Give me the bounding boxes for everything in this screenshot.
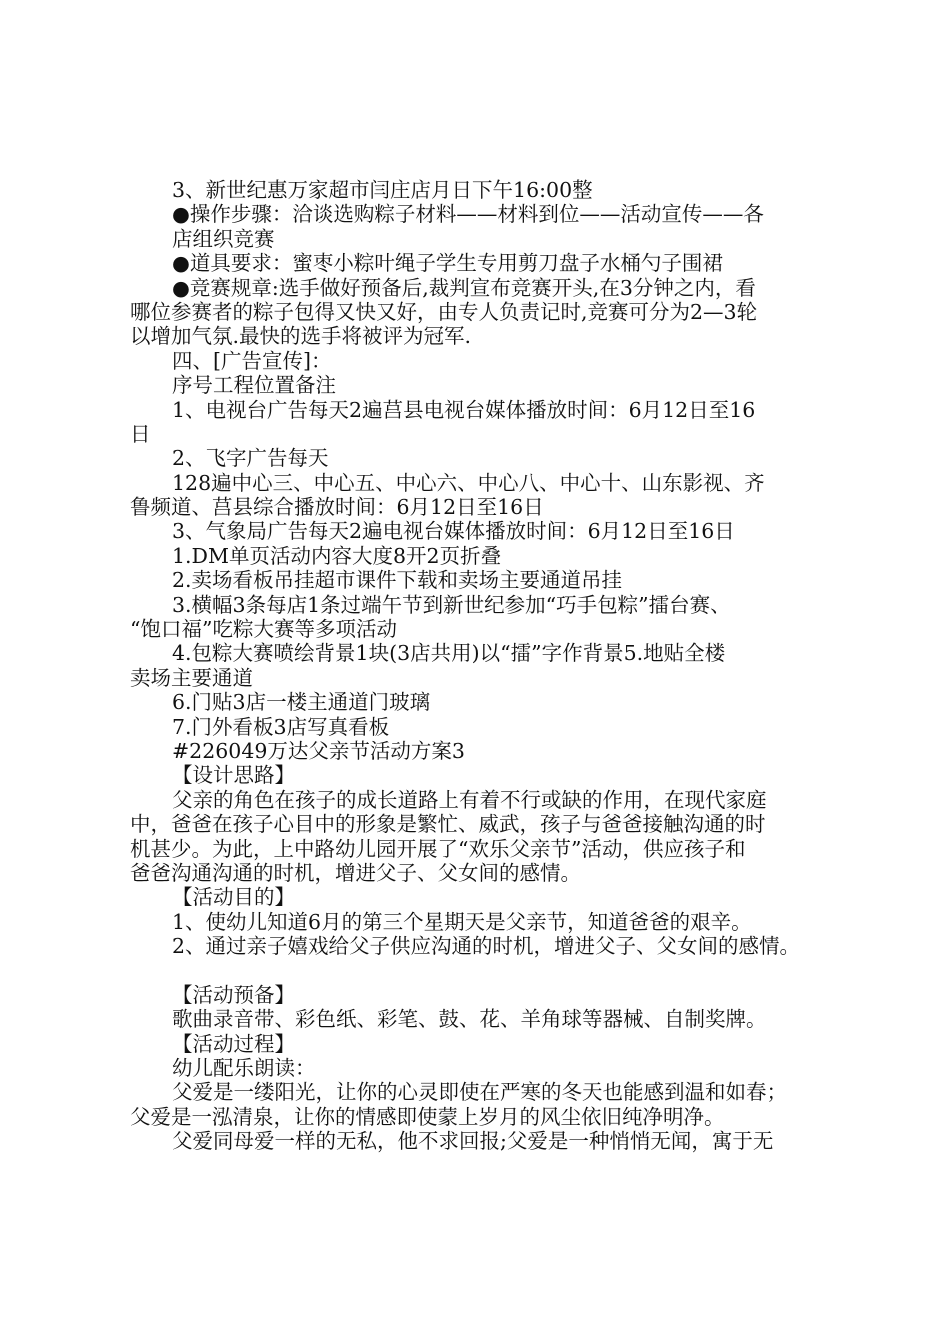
text-line: ●道具要求：蜜枣小粽叶绳子学生专用剪刀盘子水桶勺子围裙	[172, 251, 723, 276]
text-line: 2.卖场看板吊挂超市课件下载和卖场主要通道吊挂	[172, 568, 623, 593]
text-line: 哪位参赛者的粽子包得又快又好，由专人负责记时,竞赛可分为2—3轮	[130, 299, 758, 324]
text-line: 卖场主要通道	[130, 665, 253, 690]
text-line: 店组织竞赛	[172, 226, 275, 251]
text-line: 4.包粽大赛喷绘背景1块(3店共用)以“擂”字作背景5.地贴全楼	[172, 641, 726, 666]
text-line: 【活动预备】	[172, 982, 295, 1007]
text-line: 【活动过程】	[172, 1031, 295, 1056]
text-line: 以增加气氛.最快的选手将被评为冠军.	[130, 324, 472, 349]
text-line: 父爱同母爱一样的无私，他不求回报;父爱是一种悄悄无闻，寓于无	[172, 1129, 774, 1154]
text-line: 2、飞字广告每天	[172, 446, 329, 471]
text-line: 6.门贴3店一楼主通道门玻璃	[172, 690, 431, 715]
text-line: 【设计思路】	[172, 763, 295, 788]
text-line: 幼儿配乐朗读：	[172, 1056, 316, 1081]
text-line: 歌曲录音带、彩色纸、彩笔、鼓、花、羊角球等器械、自制奖牌。	[172, 1007, 767, 1032]
text-line: 7.门外看板3店写真看板	[172, 714, 390, 739]
text-line: “饱口福”吃粽大赛等多项活动	[130, 617, 397, 642]
text-line: 2、通过亲子嬉戏给父子供应沟通的时机，增进父子、父女间的感情。	[172, 934, 801, 959]
text-line: 鲁频道、莒县综合播放时间：6月12日至16日	[130, 495, 544, 520]
text-line: ●操作步骤：洽谈选购粽子材料——材料到位——活动宣传——各	[172, 202, 764, 227]
text-line: 机甚少。为此，上中路幼儿园开展了“欢乐父亲节”活动，供应孩子和	[130, 836, 746, 861]
document-body	[130, 178, 835, 1154]
text-line: 1、电视台广告每天2遍莒县电视台媒体播放时间：6月12日至16	[172, 397, 756, 422]
text-line: 1.DM单页活动内容大度8开2页折叠	[172, 543, 502, 568]
blank-line	[130, 959, 835, 983]
text-line: 1、使幼儿知道6月的第三个星期天是父亲节，知道爸爸的艰辛。	[172, 909, 752, 934]
text-line: 序号工程位置备注	[172, 373, 336, 398]
text-line: 日	[130, 421, 151, 446]
text-line: 中，爸爸在孩子心目中的形象是繁忙、威武，孩子与爸爸接触沟通的时	[130, 812, 766, 837]
text-line: 3.横幅3条每店1条过端午节到新世纪参加“巧手包粽”擂台赛、	[172, 592, 731, 617]
text-line: 父爱是一泓清泉，让你的情感即使蒙上岁月的风尘依旧纯净明净。	[130, 1104, 725, 1129]
text-line: 3、气象局广告每天2遍电视台媒体播放时间：6月12日至16日	[172, 519, 735, 544]
text-line: ●竞赛规章:选手做好预备后,裁判宣布竞赛开头,在3分钟之内，看	[172, 275, 756, 300]
text-line: #226049万达父亲节活动方案3	[172, 738, 465, 763]
text-line: 128遍中心三、中心五、中心六、中心八、中心十、山东影视、齐	[172, 470, 765, 495]
text-line: 3、新世纪惠万家超市闫庄店月日下午16:00整	[172, 178, 593, 202]
text-line: 父爱是一缕阳光，让你的心灵即使在严寒的冬天也能感到温和如春；	[172, 1080, 787, 1105]
text-line: 【活动目的】	[172, 885, 295, 910]
text-line: 父亲的角色在孩子的成长道路上有着不行或缺的作用，在现代家庭	[172, 787, 767, 812]
text-line: 四、[广告宣传]：	[172, 348, 332, 373]
text-line: 爸爸沟通沟通的时机，增进父子、父女间的感情。	[130, 860, 581, 885]
